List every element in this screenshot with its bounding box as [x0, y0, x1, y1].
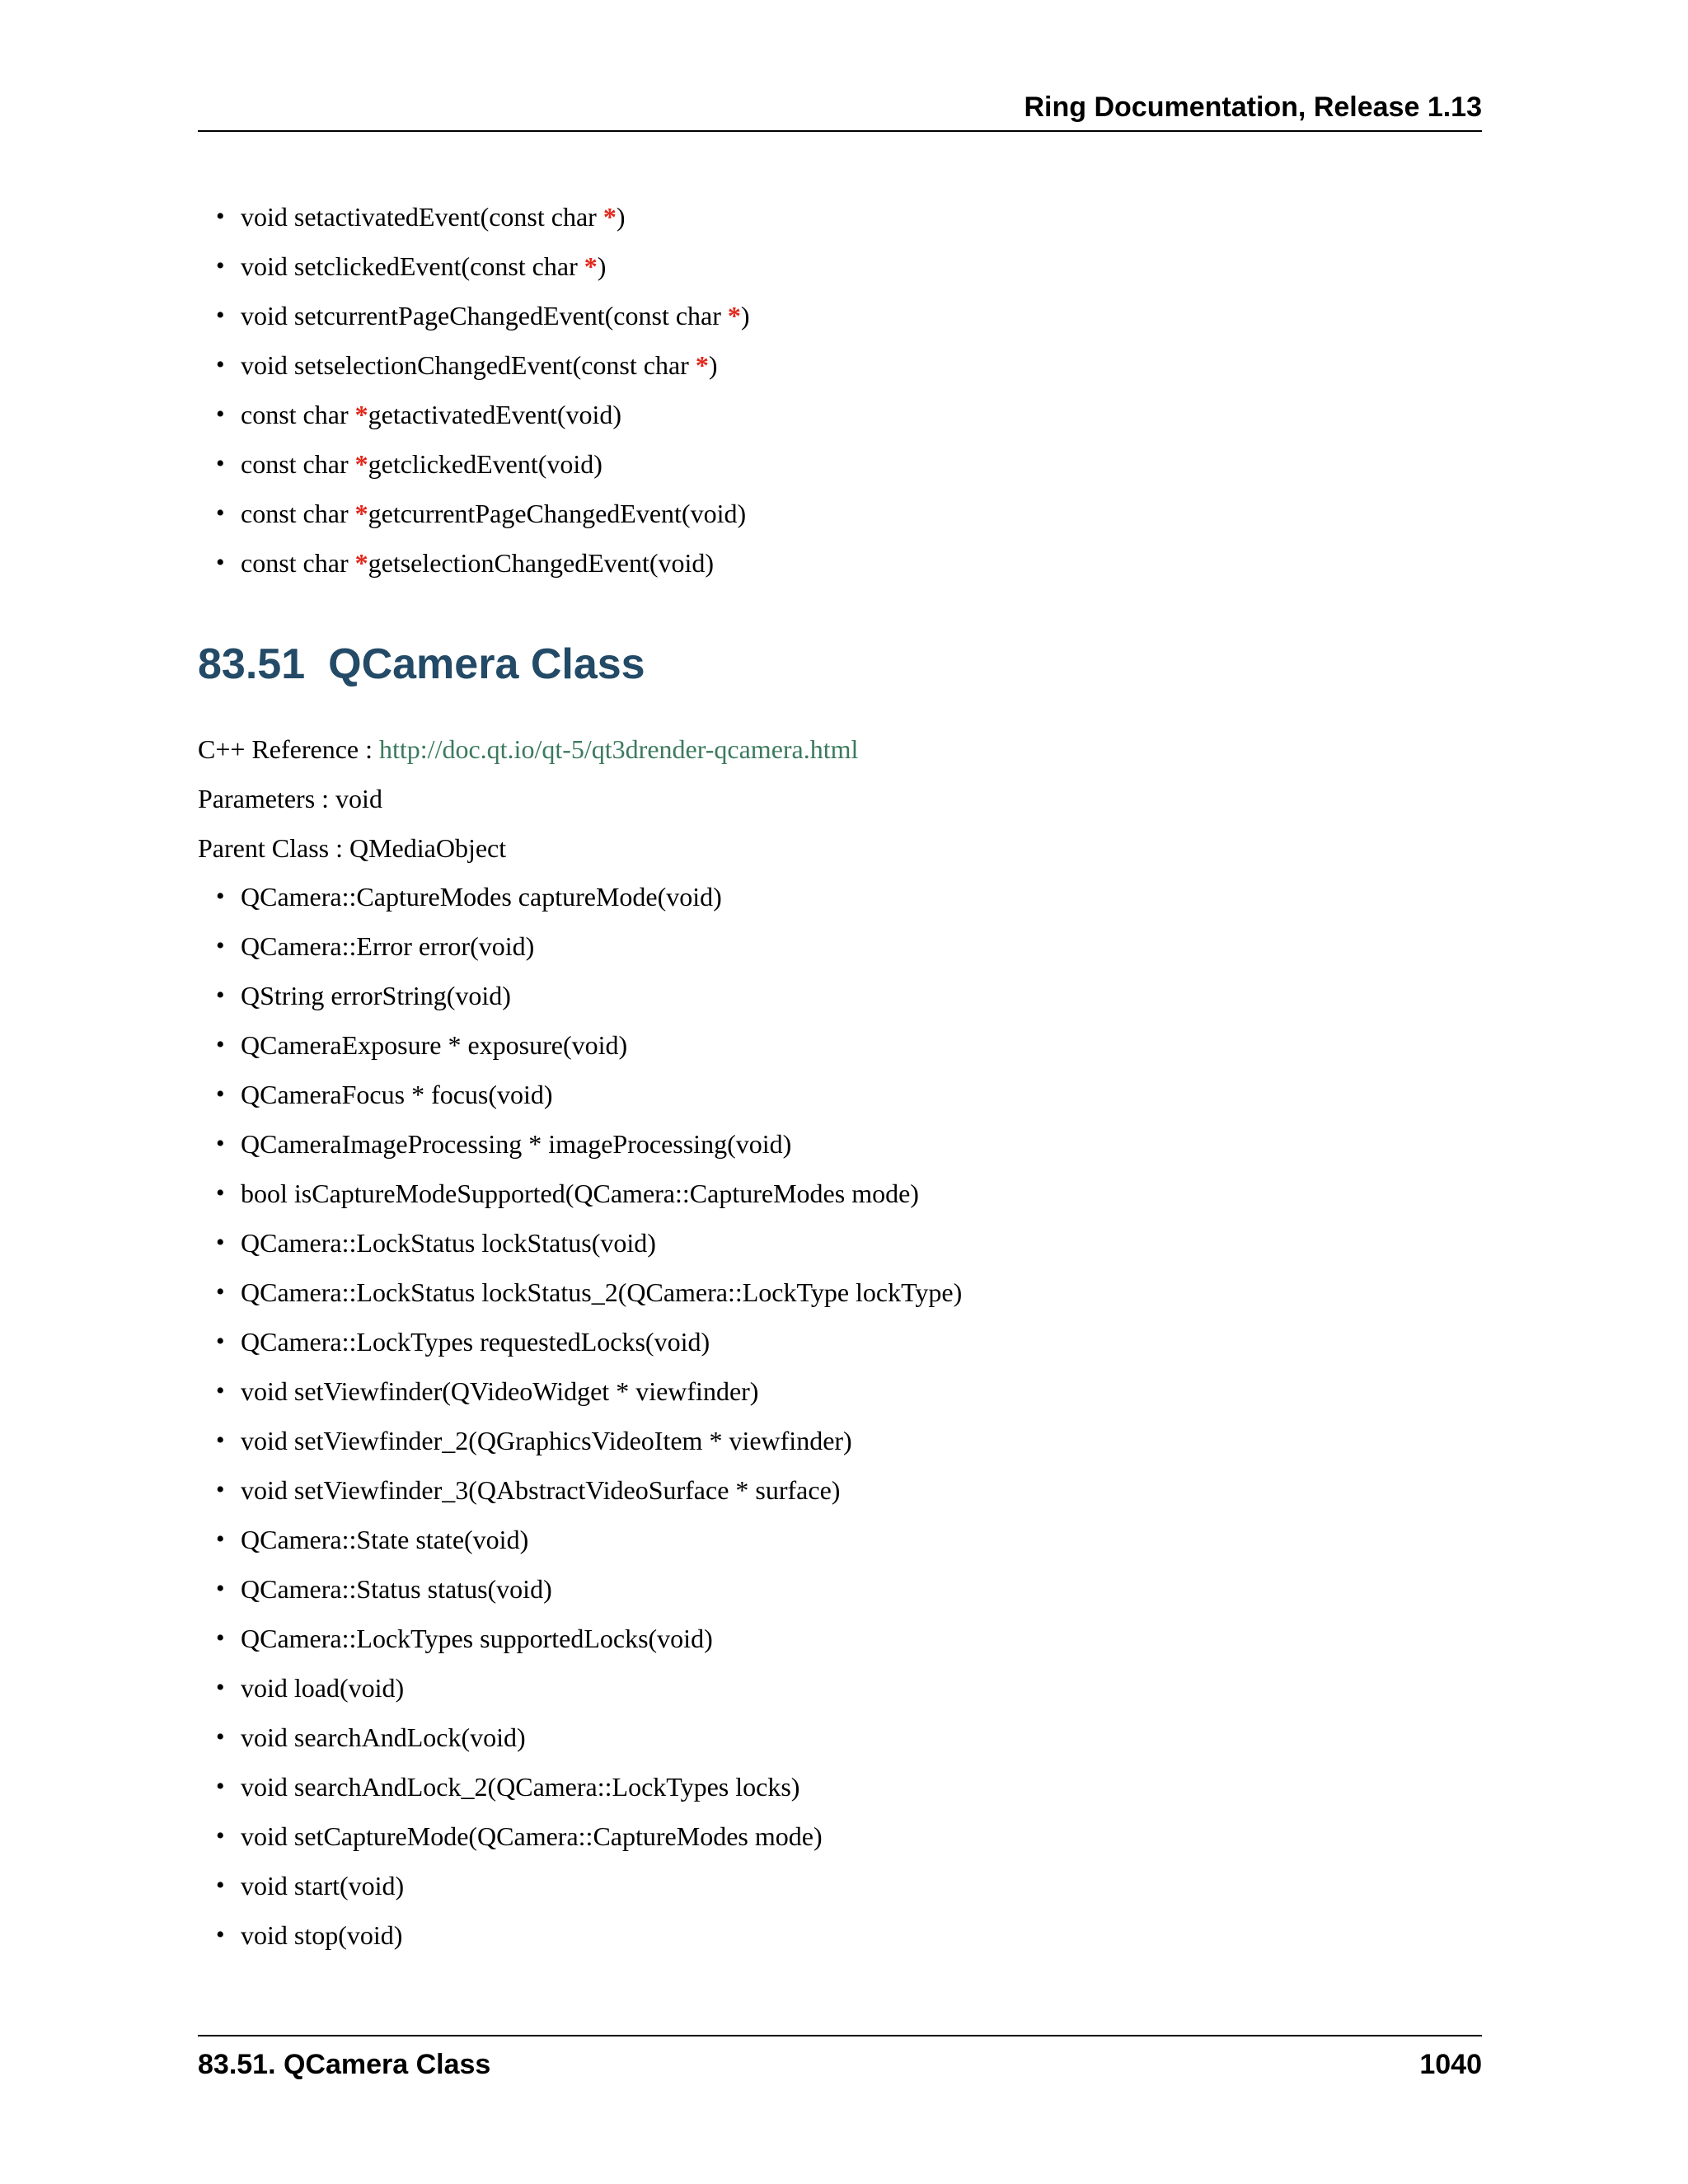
- list-item: • QCameraImageProcessing * imageProcessing(void): [241, 1127, 962, 1177]
- cpp-reference-link[interactable]: http://doc.qt.io/qt-5/qt3drender-qcamera.html: [379, 734, 859, 764]
- section-heading: [198, 640, 645, 689]
- list-item: • const char *getcurrentPageChangedEvent(void): [241, 497, 750, 546]
- page-number: 1040: [1419, 2049, 1482, 2080]
- list-item: • void setViewfinder_2(QGraphicsVideoItem * viewfinder): [241, 1424, 962, 1474]
- list-item: • QCameraFocus * focus(void): [241, 1078, 962, 1127]
- list-item: • const char *getselectionChangedEvent(void): [241, 546, 750, 596]
- cpp-reference-label: C++ Reference :: [198, 734, 379, 764]
- list-item: • QCamera::Error error(void): [241, 930, 962, 979]
- qcamera-method-list: [241, 880, 962, 1968]
- list-item: • void setCaptureMode(QCamera::CaptureModes mode): [241, 1820, 962, 1869]
- list-item: • void setViewfinder(QVideoWidget * viewfinder): [241, 1375, 962, 1424]
- list-item: • QString errorString(void): [241, 979, 962, 1029]
- list-item: • void setcurrentPageChangedEvent(const char *): [241, 299, 750, 349]
- list-item: • void searchAndLock(void): [241, 1721, 962, 1770]
- list-item: • QCamera::CaptureModes captureMode(void): [241, 880, 962, 930]
- page-header: [198, 91, 1482, 132]
- list-item: • QCamera::State state(void): [241, 1523, 962, 1572]
- header-title: Ring Documentation, Release 1.13: [1024, 91, 1482, 123]
- list-item: • const char *getclickedEvent(void): [241, 448, 750, 497]
- event-method-list: [241, 200, 750, 596]
- list-item: • void stop(void): [241, 1919, 962, 1968]
- list-item: • void searchAndLock_2(QCamera::LockTypes locks): [241, 1770, 962, 1820]
- parameters-line: Parameters : void: [198, 784, 382, 813]
- list-item: • QCamera::LockStatus lockStatus(void): [241, 1226, 962, 1276]
- section-number: 83.51: [198, 640, 306, 688]
- list-item: • void setclickedEvent(const char *): [241, 250, 750, 299]
- list-item: • QCameraExposure * exposure(void): [241, 1029, 962, 1078]
- parent-class-line: Parent Class : QMediaObject: [198, 833, 507, 863]
- list-item: • bool isCaptureModeSupported(QCamera::CaptureModes mode): [241, 1177, 962, 1226]
- cpp-reference: [198, 733, 858, 766]
- list-item: • void start(void): [241, 1869, 962, 1919]
- section-title: QCamera Class: [328, 640, 645, 688]
- list-item: • void setactivatedEvent(const char *): [241, 200, 750, 250]
- list-item: • void setViewfinder_3(QAbstractVideoSurface * surface): [241, 1474, 962, 1523]
- list-item: • void setselectionChangedEvent(const char *): [241, 349, 750, 398]
- list-item: • QCamera::LockStatus lockStatus_2(QCamera::LockType lockType): [241, 1276, 962, 1325]
- list-item: • QCamera::LockTypes requestedLocks(void): [241, 1325, 962, 1375]
- page-footer: [198, 2035, 1482, 2081]
- list-item: • QCamera::Status status(void): [241, 1572, 962, 1622]
- footer-section: 83.51. QCamera Class: [198, 2049, 491, 2080]
- list-item: • const char *getactivatedEvent(void): [241, 398, 750, 448]
- list-item: • void load(void): [241, 1671, 962, 1721]
- list-item: • QCamera::LockTypes supportedLocks(void): [241, 1622, 962, 1671]
